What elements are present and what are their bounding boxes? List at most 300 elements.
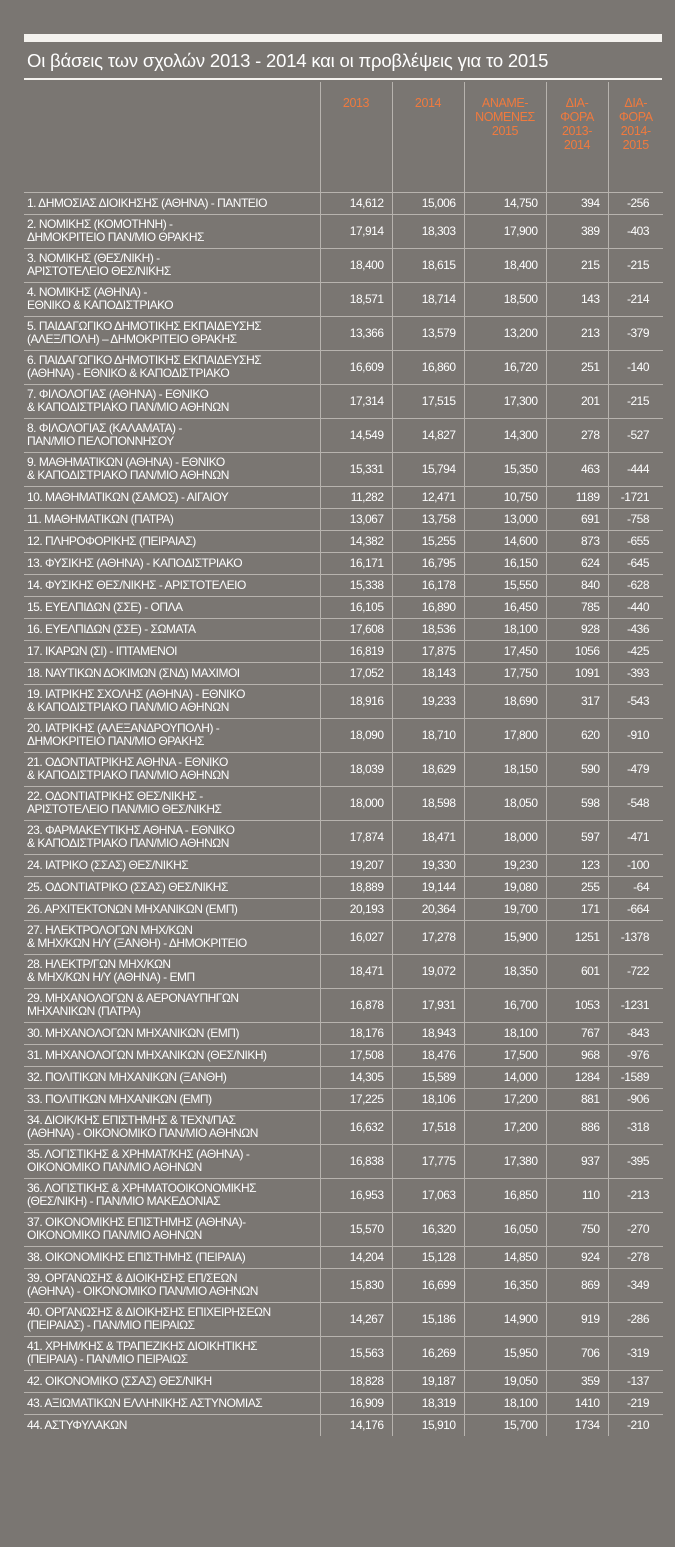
table-row [24, 575, 663, 597]
diff-2013-2014-cell: 215 [546, 249, 608, 283]
school-name-line: 12. ΠΛΗΡΟΦΟΡΙΚΗΣ (ΠΕΙΡΑΙΑΣ) [27, 533, 196, 548]
score-2013-cell: 17,314 [320, 385, 392, 419]
score-2014-cell: 16,320 [392, 1213, 464, 1247]
school-name-cell [24, 575, 320, 597]
score-2013-cell: 13,366 [320, 317, 392, 351]
table-row [24, 487, 663, 509]
school-name-line: (ΠΕΙΡΑΙΑΣ) - ΠΑΝ/ΜΙΟ ΠΕΙΡΑΙΩΣ [27, 1318, 195, 1332]
table-row [24, 1145, 663, 1179]
table-row [24, 899, 663, 921]
diff-2013-2014-cell: 598 [546, 787, 608, 821]
score-2013-cell: 18,090 [320, 719, 392, 753]
score-2014-cell: 15,794 [392, 453, 464, 487]
table-row [24, 685, 663, 719]
table-row [24, 663, 663, 685]
header-2013: 2013 [320, 82, 392, 193]
diff-2013-2014-cell: 886 [546, 1111, 608, 1145]
table-row [24, 1337, 663, 1371]
score-2013-cell: 11,282 [320, 487, 392, 509]
diff-2014-2015-cell: -425 [608, 641, 663, 663]
school-name-cell [24, 989, 320, 1023]
score-2013-cell: 16,171 [320, 553, 392, 575]
diff-2013-2014-cell: 1734 [546, 1415, 608, 1437]
table-row [24, 453, 663, 487]
diff-2014-2015-cell: -471 [608, 821, 663, 855]
score-2014-cell: 18,319 [392, 1393, 464, 1415]
school-name-line: ΑΡΙΣΤΟΤΕΛΕΙΟ ΠΑΝ/ΜΙΟ ΘΕΣ/ΝΙΚΗΣ [27, 802, 222, 816]
score-2013-cell: 14,612 [320, 193, 392, 215]
school-name-line: ΔΗΜΟΚΡΙΤΕΙΟ ΠΑΝ/ΜΙΟ ΘΡΑΚΗΣ [27, 230, 204, 244]
score-2013-cell: 19,207 [320, 855, 392, 877]
diff-2013-2014-cell: 359 [546, 1371, 608, 1393]
diff-2013-2014-cell: 597 [546, 821, 608, 855]
expected-2015-cell: 19,050 [464, 1371, 546, 1393]
diff-2014-2015-cell: -219 [608, 1393, 663, 1415]
expected-2015-cell: 18,500 [464, 283, 546, 317]
expected-2015-cell: 14,900 [464, 1303, 546, 1337]
score-2014-cell: 17,518 [392, 1111, 464, 1145]
school-name-line: 36. ΛΟΓΙΣΤΙΚΗΣ & ΧΡΗΜΑΤΟΟΙΚΟΝΟΜΙΚΗΣ [27, 1181, 257, 1195]
school-name-line: & ΚΑΠΟΔΙΣΤΡΙΑΚΟ ΠΑΝ/ΜΙΟ ΑΘΗΝΩΝ [27, 836, 229, 850]
school-name-cell [24, 787, 320, 821]
expected-2015-cell: 18,100 [464, 619, 546, 641]
table-row [24, 921, 663, 955]
diff-2014-2015-cell: -479 [608, 753, 663, 787]
expected-2015-cell: 19,230 [464, 855, 546, 877]
header-2014: 2014 [392, 82, 464, 193]
expected-2015-cell: 15,950 [464, 1337, 546, 1371]
expected-2015-cell: 17,750 [464, 663, 546, 685]
header-diff-2013-2014: ΔΙΑ- ΦΟΡΑ 2013- 2014 [546, 82, 608, 193]
diff-2013-2014-cell: 750 [546, 1213, 608, 1247]
diff-2014-2015-cell: -215 [608, 249, 663, 283]
school-name-line: 31. ΜΗΧΑΝΟΛΟΓΩΝ ΜΗΧΑΝΙΚΩΝ (ΘΕΣ/ΝΙΚΗ) [27, 1047, 267, 1062]
scores-table [24, 82, 663, 1436]
school-name-line: 17. ΙΚΑΡΩΝ (ΣΙ) - ΙΠΤΑΜΕΝΟΙ [27, 643, 178, 658]
expected-2015-cell: 15,350 [464, 453, 546, 487]
score-2013-cell: 18,828 [320, 1371, 392, 1393]
diff-2013-2014-cell: 968 [546, 1045, 608, 1067]
score-2013-cell: 16,632 [320, 1111, 392, 1145]
school-name-cell [24, 1067, 320, 1089]
expected-2015-cell: 18,100 [464, 1393, 546, 1415]
expected-2015-cell: 14,300 [464, 419, 546, 453]
score-2014-cell: 16,860 [392, 351, 464, 385]
school-name-line: & ΚΑΠΟΔΙΣΤΡΙΑΚΟ ΠΑΝ/ΜΙΟ ΑΘΗΝΩΝ [27, 400, 229, 414]
score-2014-cell: 17,278 [392, 921, 464, 955]
school-name-cell [24, 1415, 320, 1437]
school-name-cell [24, 509, 320, 531]
score-2013-cell: 18,000 [320, 787, 392, 821]
school-name-cell [24, 1371, 320, 1393]
table-row [24, 787, 663, 821]
diff-2014-2015-cell: -403 [608, 215, 663, 249]
school-name-line: 25. ΟΔΟΝΤΙΑΤΡΙΚΟ (ΣΣΑΣ) ΘΕΣ/ΝΙΚΗΣ [27, 879, 228, 894]
title-rule [24, 78, 662, 80]
diff-2014-2015-cell: -548 [608, 787, 663, 821]
school-name-line: 13. ΦΥΣΙΚΗΣ (ΑΘΗΝΑ) - ΚΑΠΟΔΙΣΤΡΙΑΚΟ [27, 555, 243, 570]
diff-2013-2014-cell: 881 [546, 1089, 608, 1111]
score-2013-cell: 17,052 [320, 663, 392, 685]
score-2014-cell: 15,589 [392, 1067, 464, 1089]
school-name-cell [24, 1179, 320, 1213]
school-name-line: 29. ΜΗΧΑΝΟΛΟΓΩΝ & ΑΕΡΟΝΑΥΠΗΓΩΝ [27, 991, 239, 1005]
diff-2013-2014-cell: 278 [546, 419, 608, 453]
school-name-line: 15. ΕΥΕΛΠΙΔΩΝ (ΣΣΕ) - ΟΠΛΑ [27, 599, 183, 614]
expected-2015-cell: 16,150 [464, 553, 546, 575]
expected-2015-cell: 19,080 [464, 877, 546, 899]
school-name-cell [24, 1337, 320, 1371]
table-row [24, 317, 663, 351]
school-name-line: 22. ΟΔΟΝΤΙΑΤΡΙΚΗΣ ΘΕΣ/ΝΙΚΗΣ - [27, 789, 203, 803]
score-2014-cell: 16,890 [392, 597, 464, 619]
diff-2013-2014-cell: 1251 [546, 921, 608, 955]
school-name-line: 11. ΜΑΘΗΜΑΤΙΚΩΝ (ΠΑΤΡΑ) [27, 511, 174, 526]
school-name-cell [24, 193, 320, 215]
diff-2013-2014-cell: 785 [546, 597, 608, 619]
school-name-line: (ΠΕΙΡΑΙΑ) - ΠΑΝ/ΜΙΟ ΠΕΙΡΑΙΩΣ [27, 1352, 188, 1366]
diff-2014-2015-cell: -664 [608, 899, 663, 921]
school-name-line: (ΑΛΕΞ/ΠΟΛΗ) – ΔΗΜΟΚΡΙΤΕΙΟ ΘΡΑΚΗΣ [27, 332, 237, 346]
school-name-cell [24, 955, 320, 989]
expected-2015-cell: 18,000 [464, 821, 546, 855]
score-2014-cell: 12,471 [392, 487, 464, 509]
table-row [24, 283, 663, 317]
school-name-cell [24, 283, 320, 317]
score-2014-cell: 13,758 [392, 509, 464, 531]
diff-2014-2015-cell: -395 [608, 1145, 663, 1179]
score-2013-cell: 18,176 [320, 1023, 392, 1045]
expected-2015-cell: 15,550 [464, 575, 546, 597]
diff-2014-2015-cell: -349 [608, 1269, 663, 1303]
score-2014-cell: 17,775 [392, 1145, 464, 1179]
diff-2014-2015-cell: -645 [608, 553, 663, 575]
top-rule [24, 34, 662, 42]
diff-2014-2015-cell: -140 [608, 351, 663, 385]
school-name-cell [24, 1269, 320, 1303]
school-name-line: & ΚΑΠΟΔΙΣΤΡΙΑΚΟ ΠΑΝ/ΜΙΟ ΑΘΗΝΩΝ [27, 768, 229, 782]
school-name-line: ΜΗΧΑΝΙΚΩΝ (ΠΑΤΡΑ) [27, 1004, 141, 1018]
diff-2014-2015-cell: -210 [608, 1415, 663, 1437]
school-name-cell [24, 663, 320, 685]
school-name-cell [24, 753, 320, 787]
diff-2014-2015-cell: -1231 [608, 989, 663, 1023]
school-name-line: & ΚΑΠΟΔΙΣΤΡΙΑΚΟ ΠΑΝ/ΜΙΟ ΑΘΗΝΩΝ [27, 700, 229, 714]
score-2013-cell: 13,067 [320, 509, 392, 531]
school-name-line: 38. ΟΙΚΟΝΟΜΙΚΗΣ ΕΠΙΣΤΗΜΗΣ (ΠΕΙΡΑΙΑ) [27, 1249, 246, 1264]
score-2014-cell: 18,629 [392, 753, 464, 787]
school-name-cell [24, 1303, 320, 1337]
table-row [24, 1089, 663, 1111]
expected-2015-cell: 17,800 [464, 719, 546, 753]
score-2014-cell: 18,943 [392, 1023, 464, 1045]
table-row [24, 641, 663, 663]
score-2013-cell: 18,400 [320, 249, 392, 283]
diff-2014-2015-cell: -319 [608, 1337, 663, 1371]
diff-2014-2015-cell: -270 [608, 1213, 663, 1247]
diff-2013-2014-cell: 201 [546, 385, 608, 419]
expected-2015-cell: 16,350 [464, 1269, 546, 1303]
expected-2015-cell: 17,380 [464, 1145, 546, 1179]
school-name-line: 5. ΠΑΙΔΑΓΩΓΙΚΟ ΔΗΜΟΤΙΚΗΣ ΕΚΠΑΙΔΕΥΣΗΣ [27, 319, 262, 333]
score-2013-cell: 16,953 [320, 1179, 392, 1213]
score-2013-cell: 16,105 [320, 597, 392, 619]
school-name-line: 30. ΜΗΧΑΝΟΛΟΓΩΝ ΜΗΧΑΝΙΚΩΝ (ΕΜΠ) [27, 1025, 239, 1040]
table-row [24, 597, 663, 619]
table-row [24, 419, 663, 453]
school-name-cell [24, 1023, 320, 1045]
score-2013-cell: 14,204 [320, 1247, 392, 1269]
school-name-line: 2. ΝΟΜΙΚΗΣ (ΚΟΜΟΤΗΝΗ) - [27, 217, 173, 231]
diff-2014-2015-cell: -393 [608, 663, 663, 685]
table-row [24, 1269, 663, 1303]
school-name-cell [24, 1145, 320, 1179]
school-name-line: 10. ΜΑΘΗΜΑΤΙΚΩΝ (ΣΑΜΟΣ) - ΑΙΓΑΙΟΥ [27, 489, 229, 504]
school-name-cell [24, 821, 320, 855]
school-name-cell [24, 419, 320, 453]
score-2014-cell: 16,269 [392, 1337, 464, 1371]
score-2013-cell: 14,549 [320, 419, 392, 453]
diff-2013-2014-cell: 706 [546, 1337, 608, 1371]
score-2013-cell: 15,338 [320, 575, 392, 597]
school-name-cell [24, 597, 320, 619]
school-name-line: 42. ΟΙΚΟΝΟΜΙΚΟ (ΣΣΑΣ) ΘΕΣ/ΝΙΚΗ [27, 1373, 212, 1388]
diff-2013-2014-cell: 928 [546, 619, 608, 641]
diff-2013-2014-cell: 317 [546, 685, 608, 719]
score-2013-cell: 14,382 [320, 531, 392, 553]
expected-2015-cell: 17,200 [464, 1089, 546, 1111]
school-name-line: 39. ΟΡΓΑΝΩΣΗΣ & ΔΙΟΙΚΗΣΗΣ ΕΠ/ΣΕΩΝ [27, 1271, 238, 1285]
table-row [24, 1213, 663, 1247]
expected-2015-cell: 18,400 [464, 249, 546, 283]
score-2014-cell: 18,598 [392, 787, 464, 821]
diff-2014-2015-cell: -214 [608, 283, 663, 317]
score-2014-cell: 16,178 [392, 575, 464, 597]
expected-2015-cell: 18,050 [464, 787, 546, 821]
school-name-line: ΔΗΜΟΚΡΙΤΕΙΟ ΠΑΝ/ΜΙΟ ΘΡΑΚΗΣ [27, 734, 204, 748]
expected-2015-cell: 14,600 [464, 531, 546, 553]
expected-2015-cell: 10,750 [464, 487, 546, 509]
score-2014-cell: 18,143 [392, 663, 464, 685]
school-name-cell [24, 719, 320, 753]
score-2013-cell: 17,225 [320, 1089, 392, 1111]
school-name-line: 24. ΙΑΤΡΙΚΟ (ΣΣΑΣ) ΘΕΣ/ΝΙΚΗΣ [27, 857, 189, 872]
table-row [24, 1023, 663, 1045]
table-header [24, 82, 663, 193]
diff-2013-2014-cell: 873 [546, 531, 608, 553]
school-name-line: 33. ΠΟΛΙΤΙΚΩΝ ΜΗΧΑΝΙΚΩΝ (ΕΜΠ) [27, 1091, 212, 1106]
school-name-line: ΟΙΚΟΝΟΜΙΚΟ ΠΑΝ/ΜΙΟ ΑΘΗΝΩΝ [27, 1160, 202, 1174]
school-name-cell [24, 1247, 320, 1269]
table-row [24, 1045, 663, 1067]
school-name-line: 35. ΛΟΓΙΣΤΙΚΗΣ & ΧΡΗΜΑΤ/ΚΗΣ (ΑΘΗΝΑ) - [27, 1147, 250, 1161]
school-name-cell [24, 1045, 320, 1067]
school-name-cell [24, 553, 320, 575]
expected-2015-cell: 18,350 [464, 955, 546, 989]
score-2014-cell: 15,128 [392, 1247, 464, 1269]
diff-2013-2014-cell: 840 [546, 575, 608, 597]
score-2013-cell: 17,508 [320, 1045, 392, 1067]
school-name-line: 40. ΟΡΓΑΝΩΣΗΣ & ΔΙΟΙΚΗΣΗΣ ΕΠΙΧΕΙΡΗΣΕΩΝ [27, 1305, 271, 1319]
diff-2013-2014-cell: 601 [546, 955, 608, 989]
school-name-cell [24, 215, 320, 249]
score-2014-cell: 16,795 [392, 553, 464, 575]
school-name-cell [24, 641, 320, 663]
table-row [24, 1303, 663, 1337]
score-2014-cell: 18,536 [392, 619, 464, 641]
score-2014-cell: 19,330 [392, 855, 464, 877]
expected-2015-cell: 18,100 [464, 1023, 546, 1045]
diff-2014-2015-cell: -910 [608, 719, 663, 753]
school-name-line: 6. ΠΑΙΔΑΓΩΓΙΚΟ ΔΗΜΟΤΙΚΗΣ ΕΚΠΑΙΔΕΥΣΗΣ [27, 353, 262, 367]
school-name-line: 28. ΗΛΕΚΤΡ/ΓΩΝ ΜΗΧ/ΚΩΝ [27, 957, 171, 971]
expected-2015-cell: 14,850 [464, 1247, 546, 1269]
school-name-line: (ΑΘΗΝΑ) - ΕΘΝΙΚΟ & ΚΑΠΟΔΙΣΤΡΙΑΚΟ [27, 366, 230, 380]
expected-2015-cell: 17,200 [464, 1111, 546, 1145]
diff-2013-2014-cell: 924 [546, 1247, 608, 1269]
diff-2013-2014-cell: 110 [546, 1179, 608, 1213]
diff-2014-2015-cell: -543 [608, 685, 663, 719]
score-2014-cell: 15,910 [392, 1415, 464, 1437]
school-name-line: 19. ΙΑΤΡΙΚΗΣ ΣΧΟΛΗΣ (ΑΘΗΝΑ) - ΕΘΝΙΚΟ [27, 687, 245, 701]
diff-2013-2014-cell: 463 [546, 453, 608, 487]
diff-2013-2014-cell: 919 [546, 1303, 608, 1337]
table-row [24, 1067, 663, 1089]
expected-2015-cell: 18,150 [464, 753, 546, 787]
diff-2013-2014-cell: 620 [546, 719, 608, 753]
score-2013-cell: 17,608 [320, 619, 392, 641]
score-2013-cell: 16,609 [320, 351, 392, 385]
table-row [24, 1393, 663, 1415]
diff-2014-2015-cell: -64 [608, 877, 663, 899]
diff-2013-2014-cell: 213 [546, 317, 608, 351]
header-school [24, 82, 320, 193]
school-name-line: 37. ΟΙΚΟΝΟΜΙΚΗΣ ΕΠΙΣΤΗΜΗΣ (ΑΘΗΝΑ)- [27, 1215, 246, 1229]
school-name-line: 9. ΜΑΘΗΜΑΤΙΚΩΝ (ΑΘΗΝΑ) - ΕΘΝΙΚΟ [27, 455, 225, 469]
header-expected-2015: ΑΝΑΜΕ- ΝΟΜΕΝΕΣ 2015 [464, 82, 546, 193]
school-name-line: & ΜΗΧ/ΚΩΝ Η/Υ (ΞΑΝΘΗ) - ΔΗΜΟΚΡΙΤΕΙΟ [27, 936, 247, 950]
school-name-line: 18. ΝΑΥΤΙΚΩΝ ΔΟΚΙΜΩΝ (ΣΝΔ) ΜΑΧΙΜΟΙ [27, 665, 240, 680]
diff-2014-2015-cell: -527 [608, 419, 663, 453]
school-name-line: 21. ΟΔΟΝΤΙΑΤΡΙΚΗΣ ΑΘΗΝΑ - ΕΘΝΙΚΟ [27, 755, 228, 769]
score-2014-cell: 19,233 [392, 685, 464, 719]
diff-2013-2014-cell: 171 [546, 899, 608, 921]
diff-2014-2015-cell: -213 [608, 1179, 663, 1213]
expected-2015-cell: 19,700 [464, 899, 546, 921]
expected-2015-cell: 16,700 [464, 989, 546, 1023]
school-name-cell [24, 487, 320, 509]
expected-2015-cell: 13,200 [464, 317, 546, 351]
school-name-line: 34. ΔΙΟΙΚ/ΚΗΣ ΕΠΙΣΤΗΜΗΣ & ΤΕΧΝ/ΠΑΣ [27, 1113, 236, 1127]
score-2014-cell: 19,187 [392, 1371, 464, 1393]
school-name-line: 44. ΑΣΤΥΦΥΛΑΚΩΝ [27, 1417, 127, 1432]
diff-2013-2014-cell: 394 [546, 193, 608, 215]
school-name-line: ΟΙΚΟΝΟΜΙΚΟ ΠΑΝ/ΜΙΟ ΑΘΗΝΩΝ [27, 1228, 202, 1242]
diff-2013-2014-cell: 1053 [546, 989, 608, 1023]
diff-2014-2015-cell: -137 [608, 1371, 663, 1393]
diff-2013-2014-cell: 767 [546, 1023, 608, 1045]
table-body [24, 193, 663, 1437]
school-name-line: 4. ΝΟΜΙΚΗΣ (ΑΘΗΝΑ) - [27, 285, 147, 299]
score-2013-cell: 18,039 [320, 753, 392, 787]
page-title: Οι βάσεις των σχολών 2013 - 2014 και οι προβλέψεις για το 2015 [27, 50, 549, 71]
expected-2015-cell: 17,300 [464, 385, 546, 419]
table-row [24, 351, 663, 385]
table-row [24, 989, 663, 1023]
school-name-line: & ΚΑΠΟΔΙΣΤΡΙΑΚΟ ΠΑΝ/ΜΙΟ ΑΘΗΝΩΝ [27, 468, 229, 482]
score-2013-cell: 16,878 [320, 989, 392, 1023]
school-name-line: 32. ΠΟΛΙΤΙΚΩΝ ΜΗΧΑΝΙΚΩΝ (ΞΑΝΘΗ) [27, 1069, 227, 1084]
score-2014-cell: 13,579 [392, 317, 464, 351]
diff-2014-2015-cell: -1589 [608, 1067, 663, 1089]
diff-2014-2015-cell: -215 [608, 385, 663, 419]
expected-2015-cell: 14,000 [464, 1067, 546, 1089]
header-diff-2014-2015: ΔΙΑ- ΦΟΡΑ 2014- 2015 [608, 82, 663, 193]
expected-2015-cell: 13,000 [464, 509, 546, 531]
school-name-line: ΠΑΝ/ΜΙΟ ΠΕΛΟΠΟΝΝΗΣΟΥ [27, 434, 174, 448]
diff-2013-2014-cell: 1410 [546, 1393, 608, 1415]
diff-2013-2014-cell: 143 [546, 283, 608, 317]
table-row [24, 855, 663, 877]
score-2013-cell: 17,914 [320, 215, 392, 249]
school-name-line: & ΜΗΧ/ΚΩΝ Η/Υ (ΑΘΗΝΑ) - ΕΜΠ [27, 970, 195, 984]
school-name-cell [24, 453, 320, 487]
diff-2014-2015-cell: -843 [608, 1023, 663, 1045]
school-name-line: 26. ΑΡΧΙΤΕΚΤΟΝΩΝ ΜΗΧΑΝΙΚΩΝ (ΕΜΠ) [27, 901, 238, 916]
expected-2015-cell: 14,750 [464, 193, 546, 215]
school-name-line: 41. ΧΡΗΜ/ΚΗΣ & ΤΡΑΠΕΖΙΚΗΣ ΔΙΟΙΚΗΤΙΚΗΣ [27, 1339, 258, 1353]
school-name-cell [24, 385, 320, 419]
table-row [24, 821, 663, 855]
diff-2014-2015-cell: -100 [608, 855, 663, 877]
diff-2014-2015-cell: -436 [608, 619, 663, 641]
score-2014-cell: 20,364 [392, 899, 464, 921]
score-2014-cell: 18,714 [392, 283, 464, 317]
score-2013-cell: 16,819 [320, 641, 392, 663]
diff-2013-2014-cell: 624 [546, 553, 608, 575]
diff-2013-2014-cell: 691 [546, 509, 608, 531]
score-2014-cell: 18,476 [392, 1045, 464, 1067]
expected-2015-cell: 15,700 [464, 1415, 546, 1437]
expected-2015-cell: 16,050 [464, 1213, 546, 1247]
school-name-line: ΑΡΙΣΤΟΤΕΛΕΙΟ ΘΕΣ/ΝΙΚΗΣ [27, 264, 171, 278]
diff-2013-2014-cell: 123 [546, 855, 608, 877]
table-row [24, 753, 663, 787]
school-name-line: 14. ΦΥΣΙΚΗΣ ΘΕΣ/ΝΙΚΗΣ - ΑΡΙΣΤΟΤΕΛΕΙΟ [27, 577, 246, 592]
score-2014-cell: 18,615 [392, 249, 464, 283]
header-row [24, 82, 663, 193]
diff-2014-2015-cell: -976 [608, 1045, 663, 1067]
score-2014-cell: 17,875 [392, 641, 464, 663]
score-2014-cell: 15,186 [392, 1303, 464, 1337]
diff-2014-2015-cell: -758 [608, 509, 663, 531]
school-name-cell [24, 877, 320, 899]
diff-2014-2015-cell: -722 [608, 955, 663, 989]
table-row [24, 385, 663, 419]
diff-2013-2014-cell: 1091 [546, 663, 608, 685]
score-2014-cell: 17,515 [392, 385, 464, 419]
score-2013-cell: 18,571 [320, 283, 392, 317]
diff-2014-2015-cell: -286 [608, 1303, 663, 1337]
expected-2015-cell: 16,850 [464, 1179, 546, 1213]
school-name-cell [24, 1393, 320, 1415]
score-2014-cell: 18,303 [392, 215, 464, 249]
score-2013-cell: 16,838 [320, 1145, 392, 1179]
score-2013-cell: 18,471 [320, 955, 392, 989]
score-2013-cell: 15,570 [320, 1213, 392, 1247]
table-row [24, 1247, 663, 1269]
diff-2013-2014-cell: 255 [546, 877, 608, 899]
